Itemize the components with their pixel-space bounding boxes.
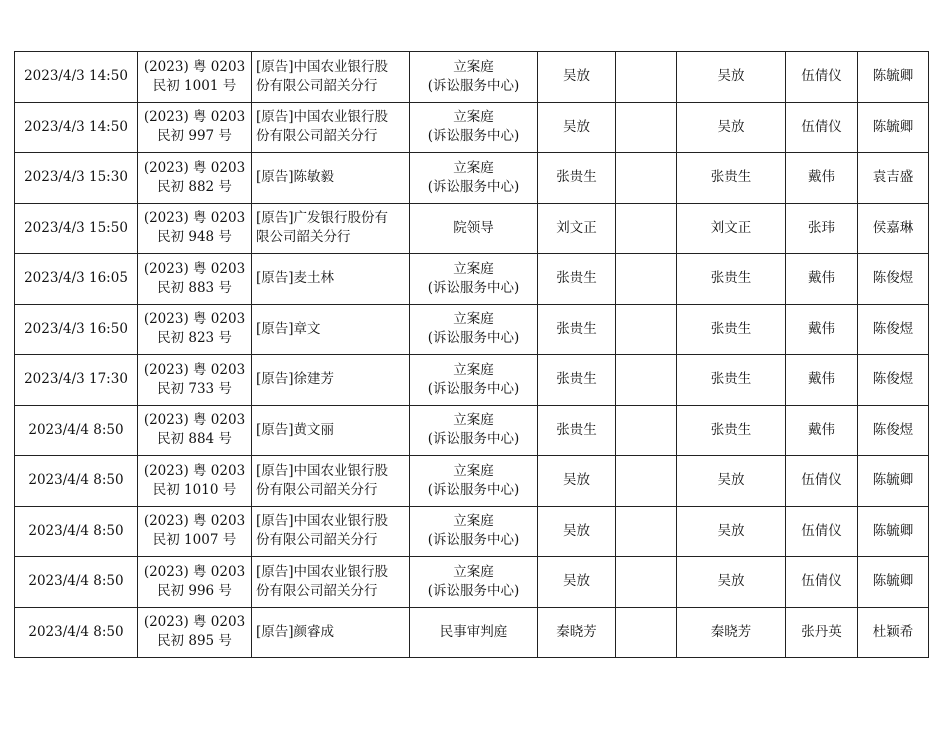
- party-name: [252, 254, 410, 305]
- hearing-time: 2023/4/3 14:50: [15, 52, 138, 103]
- case-number-line: 民初 996 号: [157, 582, 232, 599]
- clerk: 陈毓卿: [858, 557, 929, 608]
- table-row: [15, 355, 929, 406]
- party-name-line: 份有限公司韶关分行: [256, 77, 378, 94]
- department-line: 立案庭: [453, 58, 494, 75]
- case-number: [138, 506, 252, 557]
- case-number: [138, 355, 252, 406]
- table-row: [15, 203, 929, 254]
- presiding-judge: 吴放: [538, 102, 616, 153]
- clerk: 陈俊煜: [858, 254, 929, 305]
- hearing-time: 2023/4/4 8:50: [15, 607, 138, 658]
- presiding-judge: 张贵生: [538, 405, 616, 456]
- party-name-line: 份有限公司韶关分行: [256, 532, 378, 549]
- clerk: 陈俊煜: [858, 355, 929, 406]
- presiding-judge: 张贵生: [538, 355, 616, 406]
- presiding-judge: 张贵生: [538, 153, 616, 204]
- party-name: [252, 607, 410, 658]
- case-number: [138, 405, 252, 456]
- department-line: (诉讼服务中心): [427, 178, 520, 195]
- judge-assistant: 戴伟: [786, 304, 858, 355]
- case-number-line: 民初 1007 号: [152, 532, 237, 549]
- judge: 吴放: [677, 557, 786, 608]
- clerk: 陈毓卿: [858, 456, 929, 507]
- judge: 张贵生: [677, 304, 786, 355]
- empty-cell: [616, 254, 677, 305]
- hearing-time: 2023/4/3 15:50: [15, 203, 138, 254]
- party-name-line: [原告]中国农业银行股: [256, 109, 389, 126]
- hearing-time: 2023/4/4 8:50: [15, 405, 138, 456]
- judge: 张贵生: [677, 254, 786, 305]
- department-line: (诉讼服务中心): [427, 77, 520, 94]
- judge-assistant: 伍倩仪: [786, 557, 858, 608]
- department-line: 立案庭: [453, 311, 494, 328]
- department: [410, 506, 538, 557]
- department-line: (诉讼服务中心): [427, 279, 520, 296]
- clerk: 侯嘉琳: [858, 203, 929, 254]
- case-number-line: 民初 884 号: [157, 431, 232, 448]
- party-name-line: [原告]章文: [256, 320, 321, 337]
- case-number-line: (2023) 粤 0203: [143, 361, 246, 378]
- case-number-line: (2023) 粤 0203: [143, 210, 246, 227]
- table-row: [15, 456, 929, 507]
- presiding-judge: 吴放: [538, 506, 616, 557]
- hearing-time: 2023/4/3 16:50: [15, 304, 138, 355]
- presiding-judge: 秦晓芳: [538, 607, 616, 658]
- department: [410, 254, 538, 305]
- clerk: 杜颖希: [858, 607, 929, 658]
- case-number: [138, 254, 252, 305]
- case-number: [138, 102, 252, 153]
- empty-cell: [616, 506, 677, 557]
- case-number-line: (2023) 粤 0203: [143, 260, 246, 277]
- case-number-line: 民初 883 号: [157, 279, 232, 296]
- judge-assistant: 张丹英: [786, 607, 858, 658]
- judge: 吴放: [677, 52, 786, 103]
- party-name: [252, 557, 410, 608]
- hearing-time: 2023/4/3 15:30: [15, 153, 138, 204]
- party-name-line: 份有限公司韶关分行: [256, 481, 378, 498]
- empty-cell: [616, 102, 677, 153]
- case-number-line: 民初 733 号: [157, 380, 232, 397]
- case-number: [138, 607, 252, 658]
- presiding-judge: 吴放: [538, 52, 616, 103]
- department-line: (诉讼服务中心): [427, 481, 520, 498]
- party-name: [252, 102, 410, 153]
- table-body: [15, 52, 929, 658]
- case-number: [138, 203, 252, 254]
- department: [410, 203, 538, 254]
- judge-assistant: 戴伟: [786, 254, 858, 305]
- department: [410, 557, 538, 608]
- empty-cell: [616, 304, 677, 355]
- judge-assistant: 张玮: [786, 203, 858, 254]
- party-name: [252, 456, 410, 507]
- department-line: 民事审判庭: [439, 623, 508, 640]
- party-name-line: [原告]中国农业银行股: [256, 58, 389, 75]
- department-line: 立案庭: [453, 563, 494, 580]
- department-line: 立案庭: [453, 412, 494, 429]
- case-number-line: (2023) 粤 0203: [143, 513, 246, 530]
- judge: 吴放: [677, 506, 786, 557]
- department-line: 立案庭: [453, 361, 494, 378]
- party-name-line: 限公司韶关分行: [256, 229, 351, 246]
- party-name-line: [原告]中国农业银行股: [256, 513, 389, 530]
- hearing-time: 2023/4/4 8:50: [15, 456, 138, 507]
- department-line: 立案庭: [453, 462, 494, 479]
- clerk: 陈俊煜: [858, 405, 929, 456]
- party-name-line: [原告]黄文丽: [256, 421, 335, 438]
- department-line: (诉讼服务中心): [427, 380, 520, 397]
- case-number-line: (2023) 粤 0203: [143, 412, 246, 429]
- department: [410, 456, 538, 507]
- judge: 张贵生: [677, 405, 786, 456]
- judge-assistant: 戴伟: [786, 153, 858, 204]
- department-line: 立案庭: [453, 260, 494, 277]
- party-name-line: [原告]广发银行股份有: [256, 210, 389, 227]
- presiding-judge: 刘文正: [538, 203, 616, 254]
- department-line: 院领导: [453, 219, 494, 236]
- empty-cell: [616, 355, 677, 406]
- department-line: 立案庭: [453, 109, 494, 126]
- party-name-line: [原告]颜睿成: [256, 623, 335, 640]
- table-row: [15, 304, 929, 355]
- department-line: (诉讼服务中心): [427, 582, 520, 599]
- case-number-line: (2023) 粤 0203: [143, 311, 246, 328]
- party-name-line: 份有限公司韶关分行: [256, 582, 378, 599]
- party-name: [252, 153, 410, 204]
- judge-assistant: 伍倩仪: [786, 456, 858, 507]
- judge-assistant: 伍倩仪: [786, 52, 858, 103]
- department-line: (诉讼服务中心): [427, 532, 520, 549]
- table-row: [15, 557, 929, 608]
- department-line: (诉讼服务中心): [427, 128, 520, 145]
- party-name-line: 份有限公司韶关分行: [256, 128, 378, 145]
- judge-assistant: 戴伟: [786, 405, 858, 456]
- clerk: 袁吉盛: [858, 153, 929, 204]
- department: [410, 153, 538, 204]
- case-number-line: (2023) 粤 0203: [143, 614, 246, 631]
- case-number-line: (2023) 粤 0203: [143, 159, 246, 176]
- table-row: [15, 607, 929, 658]
- case-number-line: (2023) 粤 0203: [143, 462, 246, 479]
- case-number-line: 民初 823 号: [157, 330, 232, 347]
- party-name-line: [原告]中国农业银行股: [256, 462, 389, 479]
- department: [410, 304, 538, 355]
- case-number: [138, 557, 252, 608]
- empty-cell: [616, 52, 677, 103]
- judge-assistant: 伍倩仪: [786, 506, 858, 557]
- presiding-judge: 吴放: [538, 456, 616, 507]
- department: [410, 607, 538, 658]
- table-row: [15, 254, 929, 305]
- party-name-line: [原告]麦土林: [256, 270, 335, 287]
- judge: 张贵生: [677, 355, 786, 406]
- judge: 吴放: [677, 102, 786, 153]
- case-number: [138, 456, 252, 507]
- table-row: [15, 52, 929, 103]
- case-number: [138, 52, 252, 103]
- party-name-line: [原告]陈敏毅: [256, 169, 335, 186]
- table-row: [15, 102, 929, 153]
- department-line: 立案庭: [453, 513, 494, 530]
- department: [410, 405, 538, 456]
- hearing-time: 2023/4/3 14:50: [15, 102, 138, 153]
- party-name: [252, 506, 410, 557]
- empty-cell: [616, 456, 677, 507]
- presiding-judge: 吴放: [538, 557, 616, 608]
- presiding-judge: 张贵生: [538, 254, 616, 305]
- case-number: [138, 153, 252, 204]
- case-number-line: (2023) 粤 0203: [143, 563, 246, 580]
- case-number-line: 民初 948 号: [157, 229, 232, 246]
- hearing-schedule-table: [14, 51, 929, 658]
- party-name-line: [原告]中国农业银行股: [256, 563, 389, 580]
- case-number-line: 民初 1001 号: [152, 77, 237, 94]
- case-number-line: 民初 997 号: [157, 128, 232, 145]
- table-row: [15, 506, 929, 557]
- party-name: [252, 304, 410, 355]
- judge: 张贵生: [677, 153, 786, 204]
- empty-cell: [616, 557, 677, 608]
- party-name: [252, 52, 410, 103]
- judge-assistant: 伍倩仪: [786, 102, 858, 153]
- party-name: [252, 355, 410, 406]
- department: [410, 355, 538, 406]
- judge: 刘文正: [677, 203, 786, 254]
- judge: 秦晓芳: [677, 607, 786, 658]
- party-name-line: [原告]徐建芳: [256, 371, 335, 388]
- hearing-time: 2023/4/3 16:05: [15, 254, 138, 305]
- judge: 吴放: [677, 456, 786, 507]
- hearing-time: 2023/4/4 8:50: [15, 557, 138, 608]
- table-row: [15, 405, 929, 456]
- hearing-time: 2023/4/4 8:50: [15, 506, 138, 557]
- presiding-judge: 张贵生: [538, 304, 616, 355]
- party-name: [252, 405, 410, 456]
- department: [410, 102, 538, 153]
- department: [410, 52, 538, 103]
- case-number-line: 民初 882 号: [157, 178, 232, 195]
- hearing-time: 2023/4/3 17:30: [15, 355, 138, 406]
- clerk: 陈毓卿: [858, 506, 929, 557]
- empty-cell: [616, 153, 677, 204]
- empty-cell: [616, 405, 677, 456]
- empty-cell: [616, 203, 677, 254]
- department-line: 立案庭: [453, 159, 494, 176]
- clerk: 陈毓卿: [858, 52, 929, 103]
- table-row: [15, 153, 929, 204]
- empty-cell: [616, 607, 677, 658]
- case-number: [138, 304, 252, 355]
- party-name: [252, 203, 410, 254]
- case-number-line: (2023) 粤 0203: [143, 109, 246, 126]
- judge-assistant: 戴伟: [786, 355, 858, 406]
- department-line: (诉讼服务中心): [427, 431, 520, 448]
- case-number-line: 民初 895 号: [157, 633, 232, 650]
- clerk: 陈俊煜: [858, 304, 929, 355]
- case-number-line: 民初 1010 号: [152, 481, 237, 498]
- department-line: (诉讼服务中心): [427, 330, 520, 347]
- case-number-line: (2023) 粤 0203: [143, 58, 246, 75]
- clerk: 陈毓卿: [858, 102, 929, 153]
